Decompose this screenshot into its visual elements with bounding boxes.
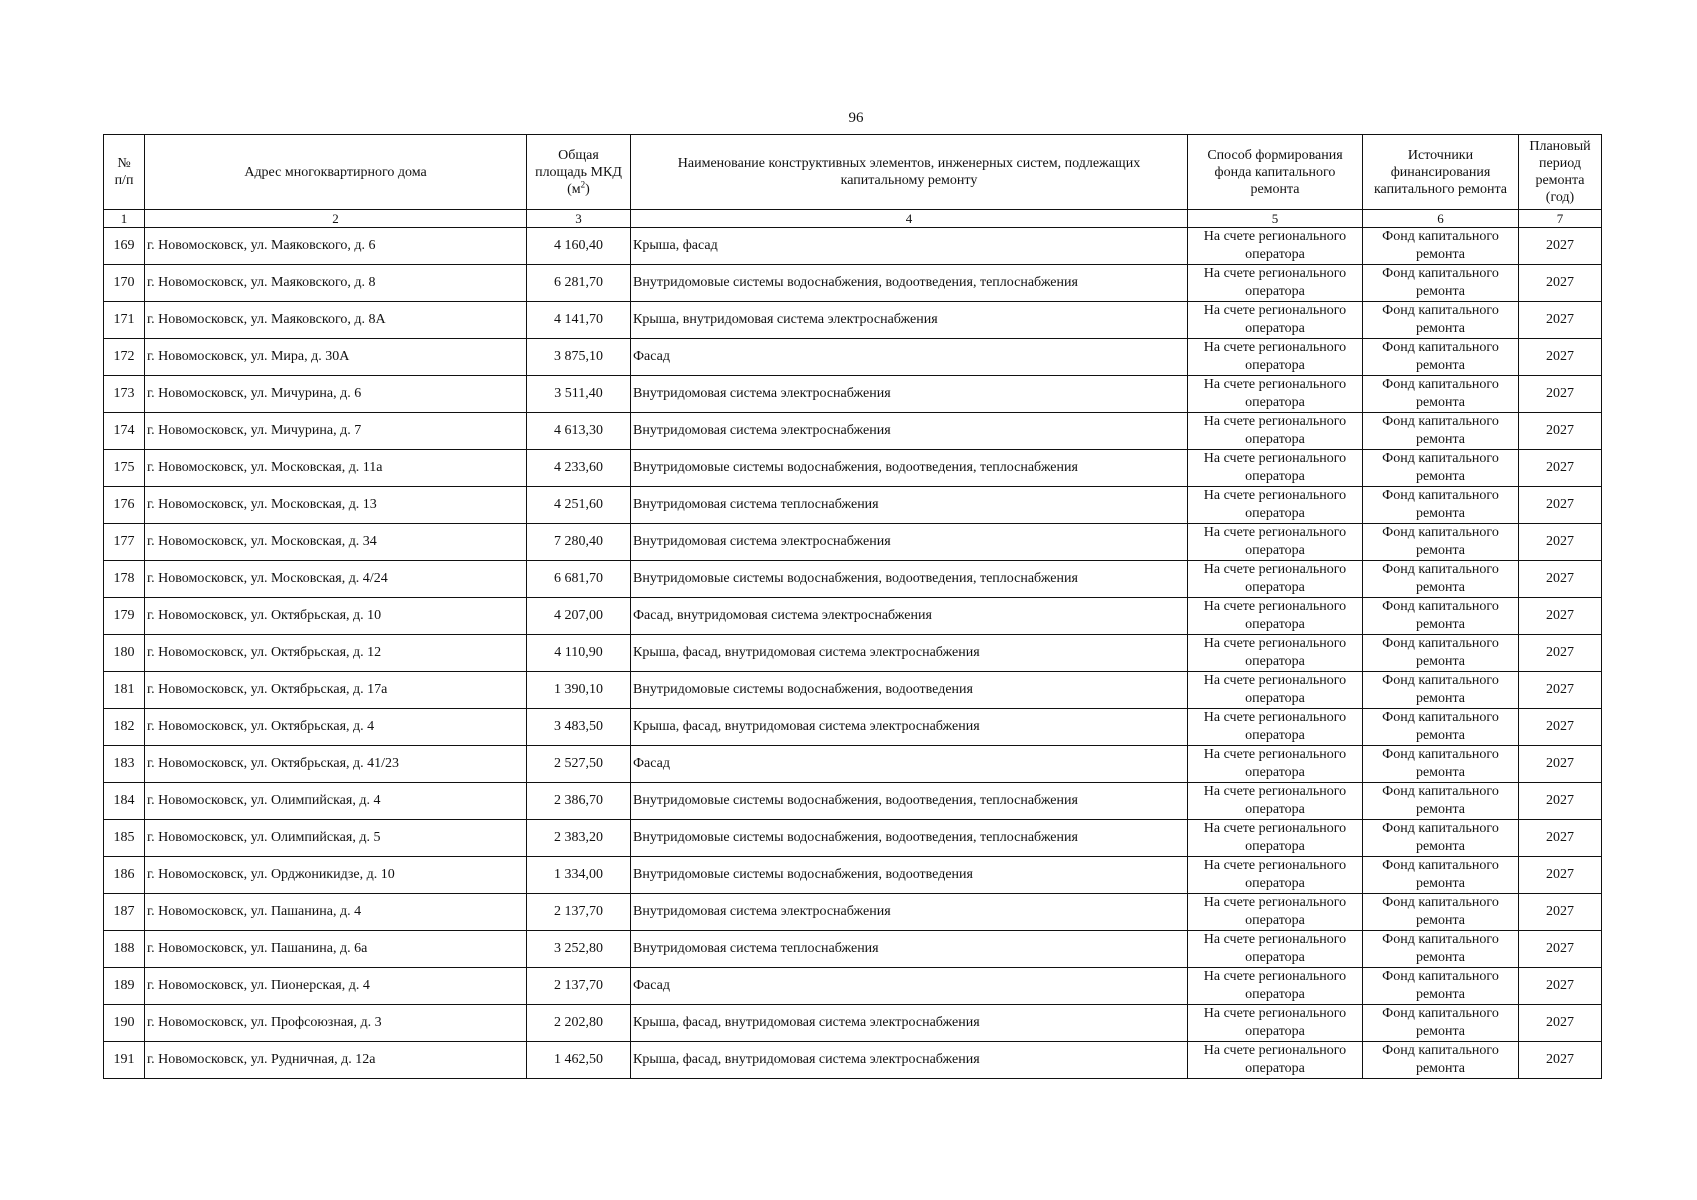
page-number: 96 xyxy=(848,110,864,126)
source-cell: Фонд капитального ремонта xyxy=(1363,1005,1519,1042)
fund-method-cell: На счете регионального оператора xyxy=(1188,228,1363,265)
source-cell: Фонд капитального ремонта xyxy=(1363,524,1519,561)
header-area-line2: площадь МКД xyxy=(535,164,622,180)
year-cell: 2027 xyxy=(1519,265,1602,302)
elements-cell: Внутридомовая система теплоснабжения xyxy=(631,487,1188,524)
fund-method-cell: На счете регионального оператора xyxy=(1188,376,1363,413)
area-cell: 6 681,70 xyxy=(527,561,631,598)
elements-cell: Фасад, внутридомовая система электроснабжения xyxy=(631,598,1188,635)
header-fund-method: Способ формирования фонда капитального ремонта xyxy=(1188,135,1363,210)
table-row xyxy=(104,857,1602,894)
source-cell: Фонд капитального ремонта xyxy=(1363,746,1519,783)
fund-method-cell: На счете регионального оператора xyxy=(1188,487,1363,524)
elements-cell: Фасад xyxy=(631,968,1188,1005)
year-cell: 2027 xyxy=(1519,820,1602,857)
source-cell: Фонд капитального ремонта xyxy=(1363,376,1519,413)
address-cell: г. Новомосковск, ул. Московская, д. 13 xyxy=(145,487,527,524)
elements-cell: Внутридомовая система электроснабжения xyxy=(631,524,1188,561)
column-number: 5 xyxy=(1188,210,1363,228)
fund-method-cell: На счете регионального оператора xyxy=(1188,1042,1363,1079)
area-cell: 4 110,90 xyxy=(527,635,631,672)
fund-method-cell: На счете регионального оператора xyxy=(1188,413,1363,450)
row-number-cell: 173 xyxy=(104,376,145,413)
row-number-cell: 176 xyxy=(104,487,145,524)
row-number-cell: 187 xyxy=(104,894,145,931)
source-cell: Фонд капитального ремонта xyxy=(1363,894,1519,931)
elements-cell: Фасад xyxy=(631,746,1188,783)
year-cell: 2027 xyxy=(1519,894,1602,931)
address-cell: г. Новомосковск, ул. Московская, д. 34 xyxy=(145,524,527,561)
row-number-cell: 185 xyxy=(104,820,145,857)
source-cell: Фонд капитального ремонта xyxy=(1363,598,1519,635)
header-area-line1: Общая xyxy=(558,147,599,163)
source-cell: Фонд капитального ремонта xyxy=(1363,450,1519,487)
year-cell: 2027 xyxy=(1519,598,1602,635)
source-cell: Фонд капитального ремонта xyxy=(1363,635,1519,672)
header-address: Адрес многоквартирного дома xyxy=(145,135,527,210)
table-row xyxy=(104,265,1602,302)
fund-method-cell: На счете регионального оператора xyxy=(1188,894,1363,931)
area-cell: 2 202,80 xyxy=(527,1005,631,1042)
year-cell: 2027 xyxy=(1519,487,1602,524)
row-number-cell: 188 xyxy=(104,931,145,968)
area-cell: 1 462,50 xyxy=(527,1042,631,1079)
area-cell: 1 334,00 xyxy=(527,857,631,894)
area-cell: 4 141,70 xyxy=(527,302,631,339)
source-cell: Фонд капитального ремонта xyxy=(1363,968,1519,1005)
header-period: Плановый период ремонта (год) xyxy=(1519,135,1602,210)
elements-cell: Внутридомовые системы водоснабжения, водоотведения, теплоснабжения xyxy=(631,820,1188,857)
elements-cell: Крыша, внутридомовая система электроснабжения xyxy=(631,302,1188,339)
header-elements: Наименование конструктивных элементов, инженерных систем, подлежащих капитальному ремонту xyxy=(631,135,1188,210)
header-sources: Источники финансирования капитального ремонта xyxy=(1363,135,1519,210)
area-cell: 6 281,70 xyxy=(527,265,631,302)
fund-method-cell: На счете регионального оператора xyxy=(1188,931,1363,968)
table-row xyxy=(104,894,1602,931)
address-cell: г. Новомосковск, ул. Пашанина, д. 6а xyxy=(145,931,527,968)
address-cell: г. Новомосковск, ул. Рудничная, д. 12а xyxy=(145,1042,527,1079)
row-number-cell: 189 xyxy=(104,968,145,1005)
fund-method-cell: На счете регионального оператора xyxy=(1188,783,1363,820)
fund-method-cell: На счете регионального оператора xyxy=(1188,265,1363,302)
table-row xyxy=(104,302,1602,339)
row-number-cell: 180 xyxy=(104,635,145,672)
area-cell: 1 390,10 xyxy=(527,672,631,709)
address-cell: г. Новомосковск, ул. Маяковского, д. 8А xyxy=(145,302,527,339)
address-cell: г. Новомосковск, ул. Орджоникидзе, д. 10 xyxy=(145,857,527,894)
column-number: 1 xyxy=(104,210,145,228)
header-row xyxy=(104,135,1602,210)
fund-method-cell: На счете регионального оператора xyxy=(1188,968,1363,1005)
area-cell: 2 137,70 xyxy=(527,894,631,931)
table-row xyxy=(104,783,1602,820)
fund-method-cell: На счете регионального оператора xyxy=(1188,820,1363,857)
area-cell: 3 252,80 xyxy=(527,931,631,968)
row-number-cell: 172 xyxy=(104,339,145,376)
area-cell: 4 233,60 xyxy=(527,450,631,487)
table-row xyxy=(104,1005,1602,1042)
table-row xyxy=(104,487,1602,524)
fund-method-cell: На счете регионального оператора xyxy=(1188,746,1363,783)
address-cell: г. Новомосковск, ул. Маяковского, д. 6 xyxy=(145,228,527,265)
address-cell: г. Новомосковск, ул. Октябрьская, д. 17а xyxy=(145,672,527,709)
area-cell: 4 613,30 xyxy=(527,413,631,450)
table-row xyxy=(104,709,1602,746)
header-area-unit: $(м^2)$ xyxy=(567,178,590,197)
row-number-cell: 186 xyxy=(104,857,145,894)
fund-method-cell: На счете регионального оператора xyxy=(1188,561,1363,598)
row-number-cell: 184 xyxy=(104,783,145,820)
table-row xyxy=(104,561,1602,598)
fund-method-cell: На счете регионального оператора xyxy=(1188,302,1363,339)
address-cell: г. Новомосковск, ул. Московская, д. 11а xyxy=(145,450,527,487)
source-cell: Фонд капитального ремонта xyxy=(1363,561,1519,598)
header-area xyxy=(527,135,631,210)
fund-method-cell: На счете регионального оператора xyxy=(1188,524,1363,561)
fund-method-cell: На счете регионального оператора xyxy=(1188,450,1363,487)
table-row xyxy=(104,635,1602,672)
address-cell: г. Новомосковск, ул. Октябрьская, д. 41/23 xyxy=(145,746,527,783)
source-cell: Фонд капитального ремонта xyxy=(1363,709,1519,746)
table-row xyxy=(104,820,1602,857)
table-row xyxy=(104,376,1602,413)
source-cell: Фонд капитального ремонта xyxy=(1363,783,1519,820)
source-cell: Фонд капитального ремонта xyxy=(1363,265,1519,302)
year-cell: 2027 xyxy=(1519,524,1602,561)
address-cell: г. Новомосковск, ул. Мичурина, д. 6 xyxy=(145,376,527,413)
fund-method-cell: На счете регионального оператора xyxy=(1188,672,1363,709)
year-cell: 2027 xyxy=(1519,376,1602,413)
year-cell: 2027 xyxy=(1519,672,1602,709)
row-number-cell: 190 xyxy=(104,1005,145,1042)
fund-method-cell: На счете регионального оператора xyxy=(1188,857,1363,894)
table-row xyxy=(104,931,1602,968)
source-cell: Фонд капитального ремонта xyxy=(1363,1042,1519,1079)
area-cell: 4 160,40 xyxy=(527,228,631,265)
table-row xyxy=(104,1042,1602,1079)
elements-cell: Фасад xyxy=(631,339,1188,376)
fund-method-cell: На счете регионального оператора xyxy=(1188,1005,1363,1042)
row-number-cell: 169 xyxy=(104,228,145,265)
source-cell: Фонд капитального ремонта xyxy=(1363,339,1519,376)
table-row xyxy=(104,746,1602,783)
address-cell: г. Новомосковск, ул. Пашанина, д. 4 xyxy=(145,894,527,931)
elements-cell: Внутридомовая система электроснабжения xyxy=(631,413,1188,450)
table-row xyxy=(104,968,1602,1005)
year-cell: 2027 xyxy=(1519,339,1602,376)
year-cell: 2027 xyxy=(1519,746,1602,783)
source-cell: Фонд капитального ремонта xyxy=(1363,487,1519,524)
table-row xyxy=(104,524,1602,561)
row-number-cell: 178 xyxy=(104,561,145,598)
table-body xyxy=(104,228,1602,1079)
address-cell: г. Новомосковск, ул. Мичурина, д. 7 xyxy=(145,413,527,450)
address-cell: г. Новомосковск, ул. Октябрьская, д. 12 xyxy=(145,635,527,672)
year-cell: 2027 xyxy=(1519,857,1602,894)
year-cell: 2027 xyxy=(1519,302,1602,339)
address-cell: г. Новомосковск, ул. Маяковского, д. 8 xyxy=(145,265,527,302)
area-cell: 3 875,10 xyxy=(527,339,631,376)
row-number-cell: 181 xyxy=(104,672,145,709)
year-cell: 2027 xyxy=(1519,968,1602,1005)
year-cell: 2027 xyxy=(1519,561,1602,598)
source-cell: Фонд капитального ремонта xyxy=(1363,228,1519,265)
year-cell: 2027 xyxy=(1519,931,1602,968)
header-num: № п/п xyxy=(104,135,145,210)
elements-cell: Внутридомовая система теплоснабжения xyxy=(631,931,1188,968)
elements-cell: Внутридомовые системы водоснабжения, водоотведения, теплоснабжения xyxy=(631,265,1188,302)
repair-program-table xyxy=(103,134,1602,1079)
area-cell: 2 137,70 xyxy=(527,968,631,1005)
year-cell: 2027 xyxy=(1519,783,1602,820)
column-number: 4 xyxy=(631,210,1188,228)
area-cell: 2 383,20 xyxy=(527,820,631,857)
area-cell: 3 511,40 xyxy=(527,376,631,413)
source-cell: Фонд капитального ремонта xyxy=(1363,820,1519,857)
fund-method-cell: На счете регионального оператора xyxy=(1188,709,1363,746)
row-number-cell: 182 xyxy=(104,709,145,746)
column-number: 7 xyxy=(1519,210,1602,228)
year-cell: 2027 xyxy=(1519,709,1602,746)
area-cell: 2 527,50 xyxy=(527,746,631,783)
row-number-cell: 171 xyxy=(104,302,145,339)
row-number-cell: 191 xyxy=(104,1042,145,1079)
year-cell: 2027 xyxy=(1519,1042,1602,1079)
table-row xyxy=(104,450,1602,487)
elements-cell: Крыша, фасад, внутридомовая система электроснабжения xyxy=(631,635,1188,672)
table-header xyxy=(104,135,1602,228)
elements-cell: Внутридомовые системы водоснабжения, водоотведения, теплоснабжения xyxy=(631,450,1188,487)
elements-cell: Крыша, фасад xyxy=(631,228,1188,265)
table-row xyxy=(104,672,1602,709)
year-cell: 2027 xyxy=(1519,228,1602,265)
source-cell: Фонд капитального ремонта xyxy=(1363,672,1519,709)
year-cell: 2027 xyxy=(1519,1005,1602,1042)
year-cell: 2027 xyxy=(1519,450,1602,487)
column-number: 3 xyxy=(527,210,631,228)
elements-cell: Крыша, фасад, внутридомовая система электроснабжения xyxy=(631,709,1188,746)
table-row xyxy=(104,413,1602,450)
elements-cell: Крыша, фасад, внутридомовая система электроснабжения xyxy=(631,1005,1188,1042)
source-cell: Фонд капитального ремонта xyxy=(1363,413,1519,450)
source-cell: Фонд капитального ремонта xyxy=(1363,857,1519,894)
table-row xyxy=(104,228,1602,265)
row-number-cell: 174 xyxy=(104,413,145,450)
row-number-cell: 179 xyxy=(104,598,145,635)
fund-method-cell: На счете регионального оператора xyxy=(1188,339,1363,376)
elements-cell: Внутридомовые системы водоснабжения, водоотведения, теплоснабжения xyxy=(631,561,1188,598)
source-cell: Фонд капитального ремонта xyxy=(1363,302,1519,339)
fund-method-cell: На счете регионального оператора xyxy=(1188,635,1363,672)
elements-cell: Внутридомовые системы водоснабжения, водоотведения, теплоснабжения xyxy=(631,783,1188,820)
column-number: 6 xyxy=(1363,210,1519,228)
table-row xyxy=(104,339,1602,376)
address-cell: г. Новомосковск, ул. Олимпийская, д. 5 xyxy=(145,820,527,857)
area-cell: 4 251,60 xyxy=(527,487,631,524)
address-cell: г. Новомосковск, ул. Мира, д. 30А xyxy=(145,339,527,376)
table-row xyxy=(104,598,1602,635)
area-cell: 7 280,40 xyxy=(527,524,631,561)
address-cell: г. Новомосковск, ул. Пионерская, д. 4 xyxy=(145,968,527,1005)
elements-cell: Внутридомовая система электроснабжения xyxy=(631,376,1188,413)
address-cell: г. Новомосковск, ул. Олимпийская, д. 4 xyxy=(145,783,527,820)
elements-cell: Внутридомовые системы водоснабжения, водоотведения xyxy=(631,672,1188,709)
row-number-cell: 177 xyxy=(104,524,145,561)
column-number-row xyxy=(104,210,1602,228)
source-cell: Фонд капитального ремонта xyxy=(1363,931,1519,968)
area-cell: 2 386,70 xyxy=(527,783,631,820)
address-cell: г. Новомосковск, ул. Московская, д. 4/24 xyxy=(145,561,527,598)
column-number: 2 xyxy=(145,210,527,228)
year-cell: 2027 xyxy=(1519,413,1602,450)
elements-cell: Внутридомовая система электроснабжения xyxy=(631,894,1188,931)
area-cell: 4 207,00 xyxy=(527,598,631,635)
fund-method-cell: На счете регионального оператора xyxy=(1188,598,1363,635)
address-cell: г. Новомосковск, ул. Октябрьская, д. 4 xyxy=(145,709,527,746)
address-cell: г. Новомосковск, ул. Октябрьская, д. 10 xyxy=(145,598,527,635)
row-number-cell: 175 xyxy=(104,450,145,487)
row-number-cell: 170 xyxy=(104,265,145,302)
address-cell: г. Новомосковск, ул. Профсоюзная, д. 3 xyxy=(145,1005,527,1042)
area-cell: 3 483,50 xyxy=(527,709,631,746)
row-number-cell: 183 xyxy=(104,746,145,783)
year-cell: 2027 xyxy=(1519,635,1602,672)
elements-cell: Крыша, фасад, внутридомовая система электроснабжения xyxy=(631,1042,1188,1079)
elements-cell: Внутридомовые системы водоснабжения, водоотведения xyxy=(631,857,1188,894)
